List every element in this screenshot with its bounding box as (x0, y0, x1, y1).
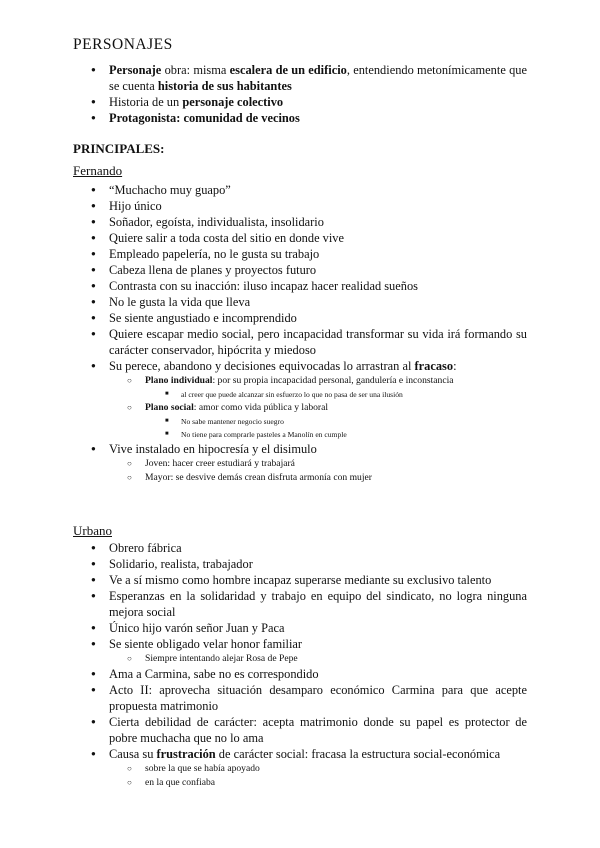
list-subitem: ○ Plano individual: por su propia incapacidad personal, gandulería e inconstancia (0, 374, 600, 388)
emphasis-text: fracaso (414, 359, 454, 373)
list-subsubitem: ■ No tiene para comprarle pasteles a Manolín en cumple (0, 428, 600, 441)
emphasis-text: historia de sus habitantes (157, 79, 292, 93)
list-subsubitem: ■ al creer que puede alcanzar sin esfuerzo lo que no pasa de ser una ilusión (0, 388, 600, 401)
list-item (0, 110, 600, 126)
list-item: ● Único hijo varón señor Juan y Paca (0, 620, 600, 636)
character-name-urbano: Urbano (73, 523, 112, 538)
list-item: ● Ama a Carmina, sabe no es correspondido (0, 666, 600, 682)
list-item: ● Cierta debilidad de carácter: acepta matrimonio donde su papel es protector de pobre muchacha que no lo ama (0, 714, 600, 746)
list-subsubitem: ■ No sabe mantener negocio suegro (0, 415, 600, 428)
urbano-list (0, 540, 600, 790)
emphasis-text: Personaje (109, 63, 162, 77)
intro-list (0, 62, 600, 126)
list-item: ● Quiere salir a toda costa del sitio en donde vive (0, 230, 600, 246)
emphasis-text: frustración (156, 747, 216, 761)
list-item: ● Esperanzas en la solidaridad y trabajo en equipo del sindicato, no logra ninguna mejora social (0, 588, 600, 620)
list-item: ● Contrasta con su inacción: iluso incapaz hacer realidad sueños (0, 278, 600, 294)
list-item: ● Soñador, egoísta, individualista, insolidario (0, 214, 600, 230)
list-item: ● Ve a sí mismo como hombre incapaz superarse mediante su exclusivo talento (0, 572, 600, 588)
list-item: ● Obrero fábrica (0, 540, 600, 556)
emphasis-text: Protagonista: comunidad de vecinos (109, 111, 300, 125)
list-subitem: ○ Joven: hacer creer estudiará y trabajará (0, 457, 600, 471)
list-item: ● No le gusta la vida que lleva (0, 294, 600, 310)
list-item: ● Causa su frustración de carácter social: fracasa la estructura social-económica (0, 746, 600, 762)
list-item: ● Se siente obligado velar honor familiar (0, 636, 600, 652)
section-heading-principales: PRINCIPALES: (73, 141, 165, 156)
list-item: ● Historia de un personaje colectivo (0, 94, 600, 110)
fernando-list (0, 182, 600, 485)
list-subitem: ○ en la que confiaba (0, 776, 600, 790)
emphasis-text: escalera de un edificio (229, 63, 347, 77)
list-item: ● Personaje obra: misma escalera de un edificio, entendiendo metonímicamente que se cuenta historia de sus habitantes (0, 62, 600, 94)
list-subitem: ○ Plano social: amor como vida pública y laboral (0, 401, 600, 415)
list-subitem: ○ Siempre intentando alejar Rosa de Pepe (0, 652, 600, 666)
list-item: ● Vive instalado en hipocresía y el disimulo (0, 441, 600, 457)
emphasis-text: Plano social (145, 402, 194, 413)
list-item: ● Cabeza llena de planes y proyectos futuro (0, 262, 600, 278)
list-subitem: ○ Mayor: se desvive demás crean disfruta armonía con mujer (0, 471, 600, 485)
list-item: ● Acto II: aprovecha situación desamparo económico Carmina para que acepte propuesta matrimonio (0, 682, 600, 714)
page-title: PERSONAJES (73, 36, 173, 53)
emphasis-text: personaje colectivo (182, 95, 284, 109)
character-name-fernando: Fernando (73, 163, 123, 178)
list-subitem: ○ sobre la que se había apoyado (0, 762, 600, 776)
list-item: ● “Muchacho muy guapo” (0, 182, 600, 198)
list-item: ● Quiere escapar medio social, pero incapacidad transformar su vida irá formando su carácter conservador, hipócrita y miedoso (0, 326, 600, 358)
list-item: ● Hijo único (0, 198, 600, 214)
list-item: ● Se siente angustiado e incomprendido (0, 310, 600, 326)
list-item: ● Solidario, realista, trabajador (0, 556, 600, 572)
list-item: ● Empleado papelería, no le gusta su trabajo (0, 246, 600, 262)
emphasis-text: Plano individual (145, 375, 213, 386)
list-item: ● Su perece, abandono y decisiones equivocadas lo arrastran al fracaso: (0, 358, 600, 374)
